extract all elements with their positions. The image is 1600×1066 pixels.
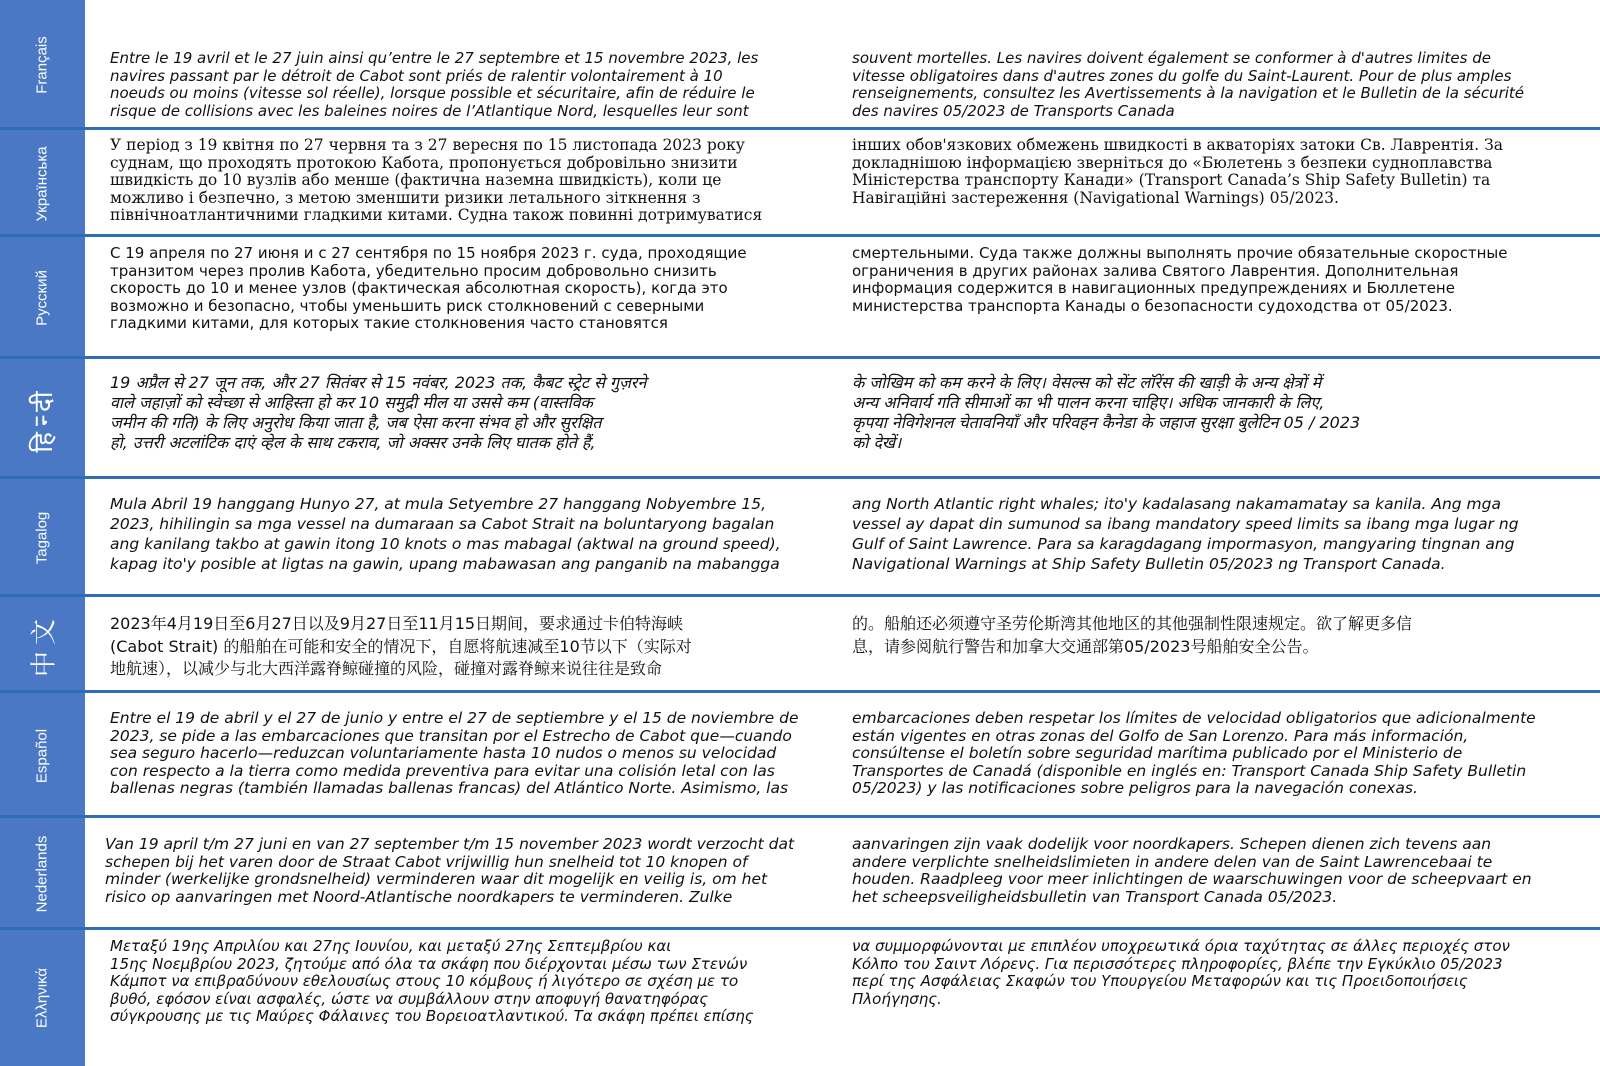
language-tab [0,130,85,237]
language-tab [0,237,85,359]
text-column-right: aanvaringen zijn vaak dodelijk voor noordkapers. Schepen dienen zich tevens aan andere verplichte snelheidslimieten in andere delen van de Saint Lawrencebaai te houden. Raadpleeg voor meer inlichtingen de waarschuwingen voor de scheepvaart en het scheepsveiligheidsbulletin van Transport Canada 05/2023. [852,836,1532,906]
language-label: हिन्दी [28,385,58,453]
text-column-left: Van 19 april t/m 27 juni en van 27 september t/m 15 november 2023 wordt verzocht dat schepen bij het varen door de Straat Cabot vrijwillig hun snelheid tot 10 knopen of minder (werkelijke grondsnelheid) verminderen waar dit mogelijk en veilig is, om het risico op aanvaringen met Noord-Atlantische noordkapers te verminderen. Zulke [105,836,795,906]
text-column-left: Mula Abril 19 hanggang Hunyo 27, at mula Setyembre 27 hanggang Nobyembre 15, 2023, hihilingin sa mga vessel na dumaraan sa Cabot Strait na boluntaryong bagalan ang kanilang takbo at gawin itong 10 knots o mas mabagal (aktwal na ground speed), kapag ito'y posible at ligtas na gawin, upang mabawasan ang panganib na mabangga [110,495,781,573]
text-column-left: Μεταξύ 19ης Απριλίου και 27ης Ιουνίου, και μεταξύ 27ης Σεπτεμβρίου και 15ης Νοεμβρίου 2023, ζητούμε από όλα τα σκάφη που διέρχονται μέσω των Στενών Κάμποτ να επιβραδύνουν εθελουσίως στους 10 κόμβους ή λιγότερο σε σχέση με το βυθό, εφόσον είναι ασφαλές, ώστε να συμβάλλουν στην αποφυγή θανατηφόρας σύγκρουσης με τις Μαύρες Φάλαινες του Βορειοατλαντικού. Τα σκάφη πρέπει επίσης [110,938,754,1026]
language-tab [0,818,85,930]
row-greek [0,930,1600,1066]
language-label: Ελληνικά [33,967,51,1029]
text-column-right: souvent mortelles. Les navires doivent également se conformer à d'autres limites de vitesse obligatoires dans d'autres zones du golfe du Saint-Laurent. Pour de plus amples renseignements, consultez les Avertissements à la navigation et le Bulletin de la sécurité des navires 05/2023 de Transports Canada [852,50,1525,120]
text-column-left: Entre el 19 de abril y el 27 de junio y entre el 27 de septiembre y el 15 de noviembre de 2023, se pide a las embarcaciones que transitan por el Estrecho de Cabot que—cuando sea seguro hacerlo—reduzcan voluntariamente hasta 10 nudos o menos su velocidad con respecto a la tierra como medida preventiva para evitar una colisión letal con las ballenas negras (también llamadas ballenas francas) del Atlántico Norte. Asimismo, las [110,710,799,798]
language-tab [0,479,85,597]
row-hindi [0,359,1600,479]
language-tab [0,693,85,818]
text-column-left: С 19 апреля по 27 июня и с 27 сентября по 15 ноября 2023 г. суда, проходящие транзитом через пролив Кабота, убедительно просим добровольно снизить скорость до 10 и менее узлов (фактическая абсолютная скорость), когда это возможно и безопасно, чтобы уменьшить риск столкновений с северными гладкими китами, для которых такие столкновения часто становятся [110,245,747,333]
row-french [0,0,1600,130]
language-tab [0,0,85,130]
language-label: Русский [33,270,51,326]
text-column-right: ang North Atlantic right whales; ito'y kadalasang nakamamatay sa kanila. Ang mga vessel ay dapat din sumunod sa ibang mandatory speed limits sa ibang mga lugar ng Gulf of Saint Lawrence. Para sa karagdagang impormasyon, mangyaring tingnan ang Navigational Warnings at Ship Safety Bulletin 05/2023 ng Transport Canada. [852,495,1519,573]
row-tagalog [0,479,1600,597]
row-dutch [0,818,1600,930]
row-russian [0,237,1600,359]
language-label: Español [33,728,51,783]
language-label: Tagalog [33,511,51,565]
language-label: 中文 [28,612,59,678]
text-column-left: У період з 19 квітня по 27 червня та з 27 вересня по 15 листопада 2023 року суднам, що проходять протокою Кабота, пропонується добровільно знизити швидкість до 10 вузлів або менше (фактична наземна швидкість), коли це можливо і безпечно, з метою зменшити ризики летального зіткнення з північноатлантичними гладкими китами. Судна також повинні дотримуватися [110,137,763,225]
language-label: Français [33,36,51,94]
text-column-left: Entre le 19 avril et le 27 juin ainsi qu’entre le 27 septembre et 15 novembre 2023, les navires passant par le détroit de Cabot sont priés de ralentir volontairement à 10 noeuds ou moins (vitesse sol réelle), lorsque possible et sécuritaire, afin de réduire le risque de collisions avec les baleines noires de l’Atlantique Nord, lesquelles leur sont [110,50,759,120]
text-column-right: інших обов'язкових обмежень швидкості в акваторіях затоки Св. Лаврентія. За докладнішою інформацією зверніться до «Бюлетень з безпеки судноплавства Міністерства транспорту Канади» (Transport Canada’s Ship Safety Bulletin) та Навігаційні застереження (Navigational Warnings) 05/2023. [852,137,1504,207]
text-column-right: embarcaciones deben respetar los límites de velocidad obligatorios que adicionalmente están vigentes en otras zonas del Golfo de San Lorenzo. Para más información, consúltense el boletín sobre seguridad marítima publicado por el Ministerio de Transportes de Canadá (disponible en inglés en: Transport Canada Ship Safety Bulletin 05/2023) y las notificaciones sobre peligros para la navegación conexas. [852,710,1536,798]
language-tab [0,597,85,693]
text-column-right: να συμμορφώνονται με επιπλέον υποχρεωτικά όρια ταχύτητας σε άλλες περιοχές στον Κόλπο του Σαιντ Λόρενς. Για περισσότερες πληροφορίες, βλέπε την Εγκύκλιο 05/2023 περί της Ασφάλειας Σκαφών του Υπουργείου Μεταφορών και τις Προειδοποιήσεις Πλοήγησης. [852,938,1510,1008]
text-column-left: 19 अप्रैल से 27 जून तक, और 27 सितंबर से 15 नवंबर, 2023 तक, कैबट स्ट्रेट से गुज़रने वाले जहाज़ों को स्वेच्छा से आहिस्ता हो कर 10 समुद्री मील या उससे कम (वास्तविक जमीन की गति) के लिए अनुरोध किया जाता है, जब ऐसा करना संभव हो और सुरक्षित हो, उत्तरी अटलांटिक दाएं व्हेल के साथ टकराव, जो अक्सर उनके लिए घातक होते हैं, [110,373,647,452]
language-tab [0,359,85,479]
text-column-right: के जोखिम को कम करने के लिए। वेसल्स को सेंट लॉरेंस की खाड़ी के अन्य क्षेत्रों में अन्य अनिवार्य गति सीमाओं का भी पालन करना चाहिए। अधिक जानकारी के लिए, कृपया नेविगेशनल चेतावनियाँ और परिवहन कैनेडा के जहाज सुरक्षा बुलेटिन 05 / 2023 को देखें। [852,373,1361,452]
text-column-right: смертельными. Суда также должны выполнять прочие обязательные скоростные ограничения в других районах залива Святого Лаврентия. Дополнительная информация содержится в навигационных предупреждениях и Бюллетене министерства транспорта Канады о безопасности судоходства от 05/2023. [852,245,1508,315]
language-label: Українська [33,145,51,222]
text-column-left: 2023年4月19日至6月27日以及9月27日至11月15日期间，要求通过卡伯特海峡 (Cabot Strait) 的船舶在可能和安全的情况下，自愿将航速减至10节以下（实际对 地航速），以减少与北大西洋露脊鲸碰撞的风险，碰撞对露脊鲸来说往往是致命 [110,614,692,678]
row-ukrainian [0,130,1600,237]
language-label: Nederlands [33,835,51,913]
row-spanish [0,693,1600,818]
text-column-right: 的。船舶还必须遵守圣劳伦斯湾其他地区的其他强制性限速规定。欲了解更多信 息，请参阅航行警告和加拿大交通部第05/2023号船舶安全公告。 [852,614,1413,656]
row-chinese [0,597,1600,693]
language-tab [0,930,85,1066]
